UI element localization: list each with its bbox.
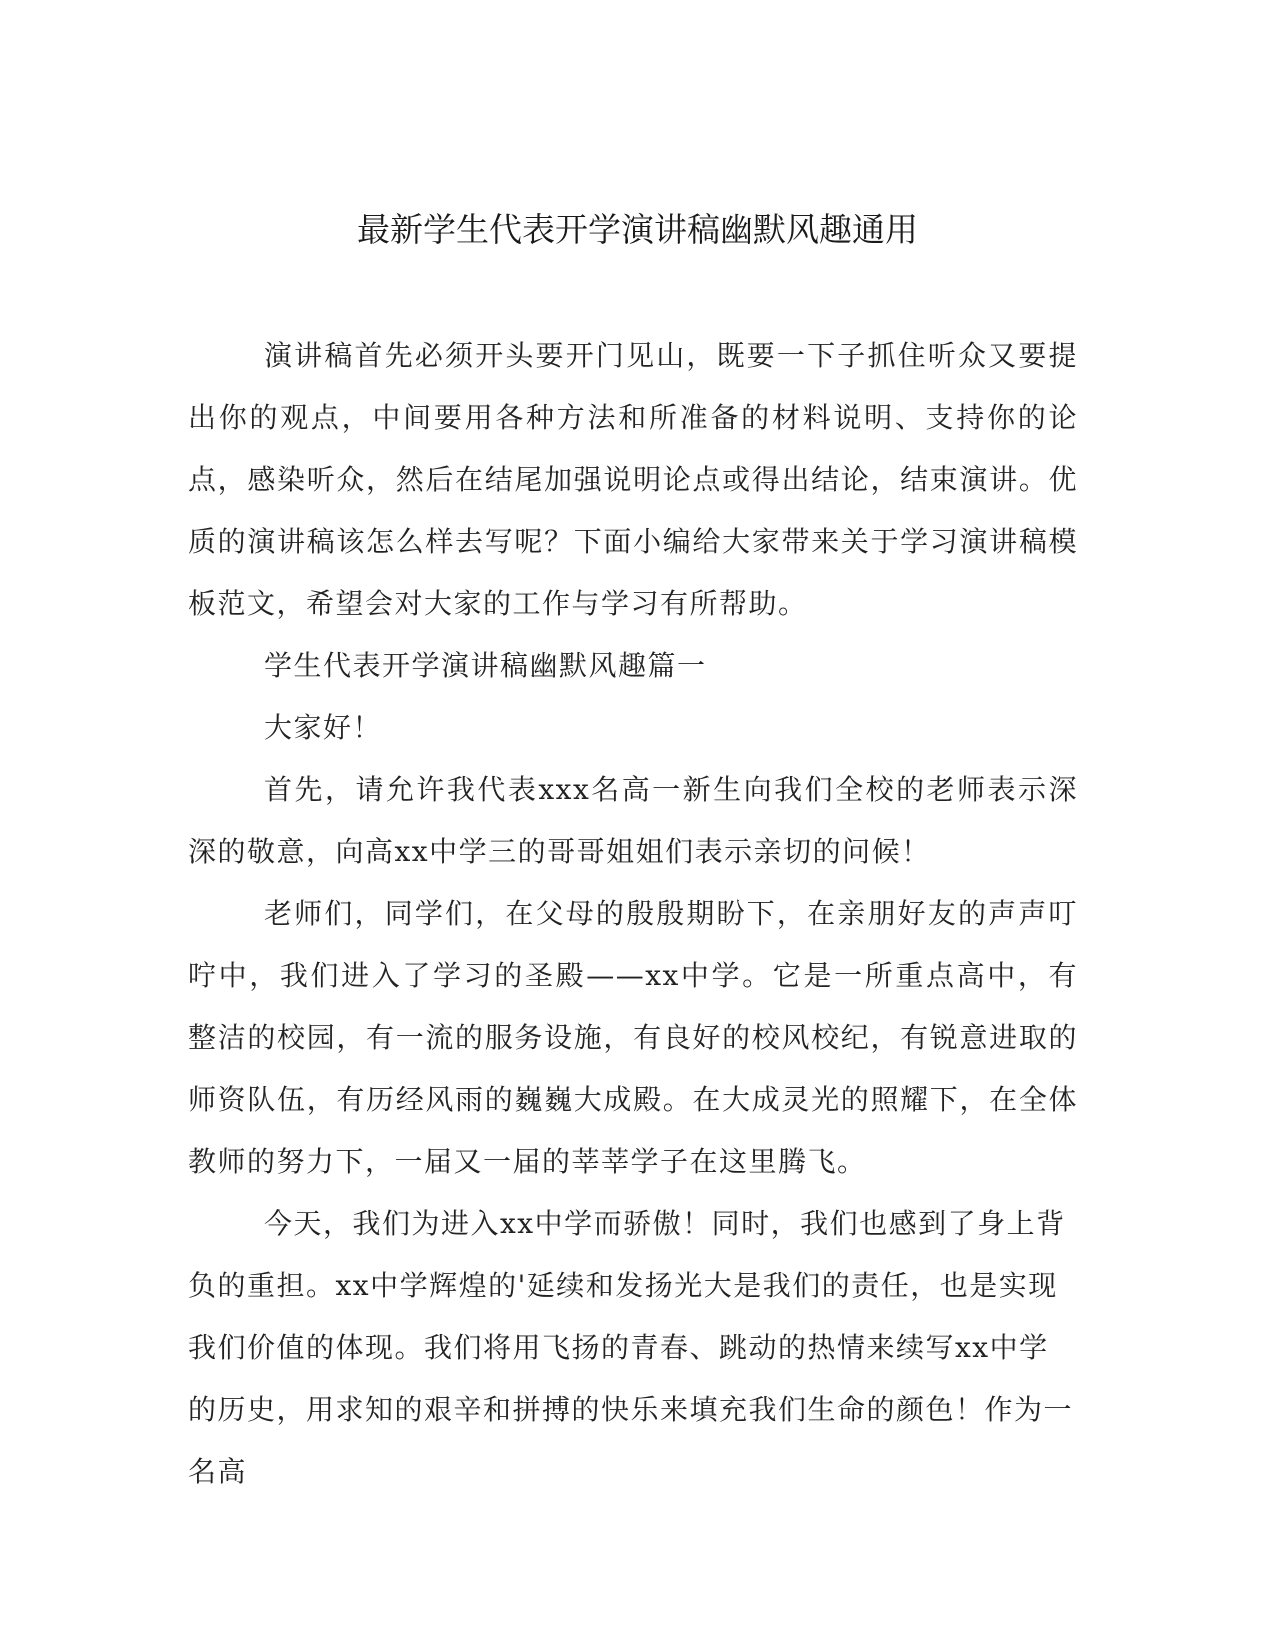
- document-title: 最新学生代表开学演讲稿幽默风趣通用: [357, 210, 918, 249]
- section-heading: 学生代表开学演讲稿幽默风趣篇一: [264, 649, 707, 682]
- paragraph-pride: 今天，我们为进入xx中学而骄傲！同时，我们也感到了身上背负的重担。xx中学辉煌的'延续和发扬光大是我们的责任，也是实现我们价值的体现。我们将用飞扬的青春、跳动的热情来续写xx中学的历史，用求知的艰辛和拼搏的快乐来填充我们生命的颜色！作为一名高: [188, 1207, 1074, 1488]
- paragraph-respect: 首先，请允许我代表xxx名高一新生向我们全校的老师表示深深的敬意，向高xx中学三的哥哥姐姐们表示亲切的问候！: [188, 773, 1078, 868]
- document-body: [188, 325, 1078, 1503]
- paragraph-greeting: 大家好！: [264, 711, 383, 744]
- paragraph-intro: 演讲稿首先必须开头要开门见山，既要一下子抓住听众又要提出你的观点，中间要用各种方法和所准备的材料说明、支持你的论点，感染听众，然后在结尾加强说明论点或得出结论，结束演讲。优质的演讲稿该怎么样去写呢？下面小编给大家带来关于学习演讲稿模板范文，希望会对大家的工作与学习有所帮助。: [188, 339, 1078, 620]
- paragraph-school: 老师们，同学们，在父母的殷殷期盼下，在亲朋好友的声声叮咛中，我们进入了学习的圣殿——xx中学。它是一所重点高中，有整洁的校园，有一流的服务设施，有良好的校风校纪，有锐意进取的师资队伍，有历经风雨的巍巍大成殿。在大成灵光的照耀下，在全体教师的努力下，一届又一届的莘莘学子在这里腾飞。: [188, 897, 1078, 1178]
